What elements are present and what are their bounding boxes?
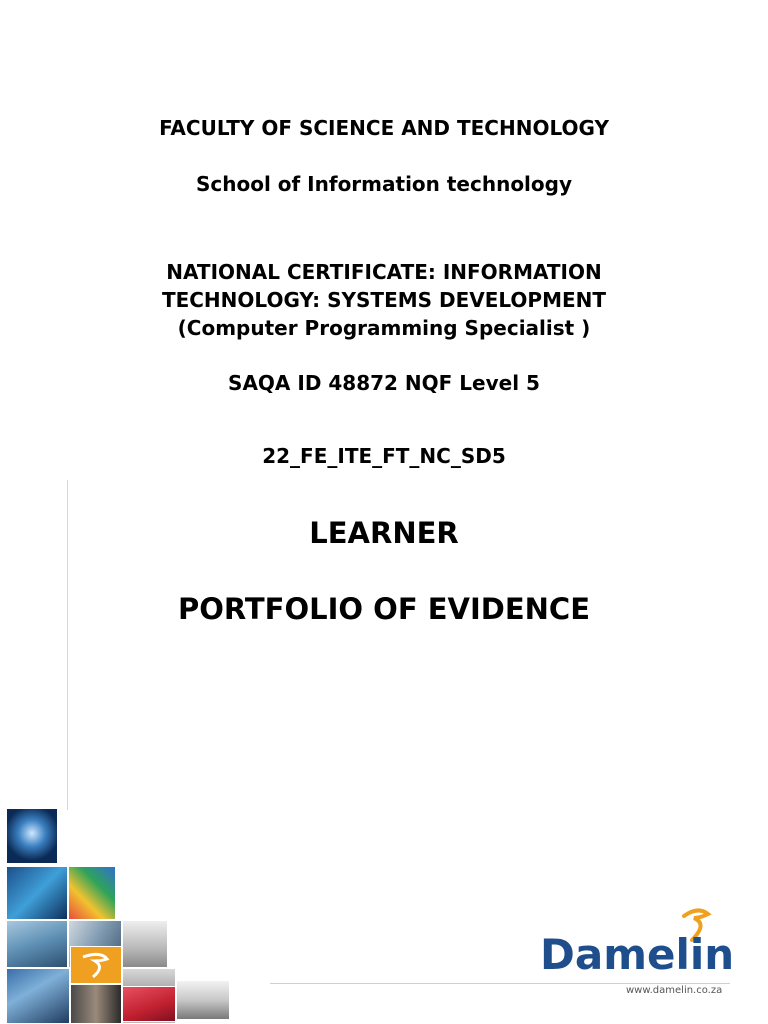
title-learner: LEARNER: [309, 516, 459, 550]
qualification-line-1: NATIONAL CERTIFICATE: INFORMATION: [166, 260, 602, 284]
mosaic-tile-globe: [6, 808, 58, 864]
mosaic-tile-city: [6, 968, 70, 1024]
mosaic-tile-brand-mark: [70, 946, 122, 984]
faculty-heading: FACULTY OF SCIENCE AND TECHNOLOGY: [159, 116, 609, 140]
vertical-divider: [67, 480, 68, 810]
damelin-logo: [540, 900, 740, 1000]
course-code: 22_FE_ITE_FT_NC_SD5: [262, 444, 506, 468]
mosaic-tile-apps: [68, 866, 116, 920]
image-mosaic: [0, 800, 240, 1024]
website-url: www.damelin.co.za: [626, 985, 723, 996]
qualification-block: [0, 258, 768, 342]
qualification-line-3: (Computer Programming Specialist ): [177, 316, 591, 340]
mosaic-tile-people: [70, 984, 122, 1024]
swoosh-icon: [71, 947, 121, 983]
mosaic-tile-news: [122, 986, 176, 1022]
saqa-line: SAQA ID 48872 NQF Level 5: [228, 371, 540, 395]
title-portfolio: PORTFOLIO OF EVIDENCE: [177, 592, 591, 626]
logo-wordmark: Damelin: [540, 930, 735, 979]
qualification-line-2: TECHNOLOGY: SYSTEMS DEVELOPMENT: [161, 288, 607, 312]
mosaic-tile-building: [122, 920, 168, 968]
mosaic-tile-devices: [6, 920, 68, 968]
school-heading: School of Information technology: [195, 172, 573, 196]
mosaic-tile-network: [6, 866, 68, 920]
mosaic-tile-office: [176, 980, 230, 1020]
